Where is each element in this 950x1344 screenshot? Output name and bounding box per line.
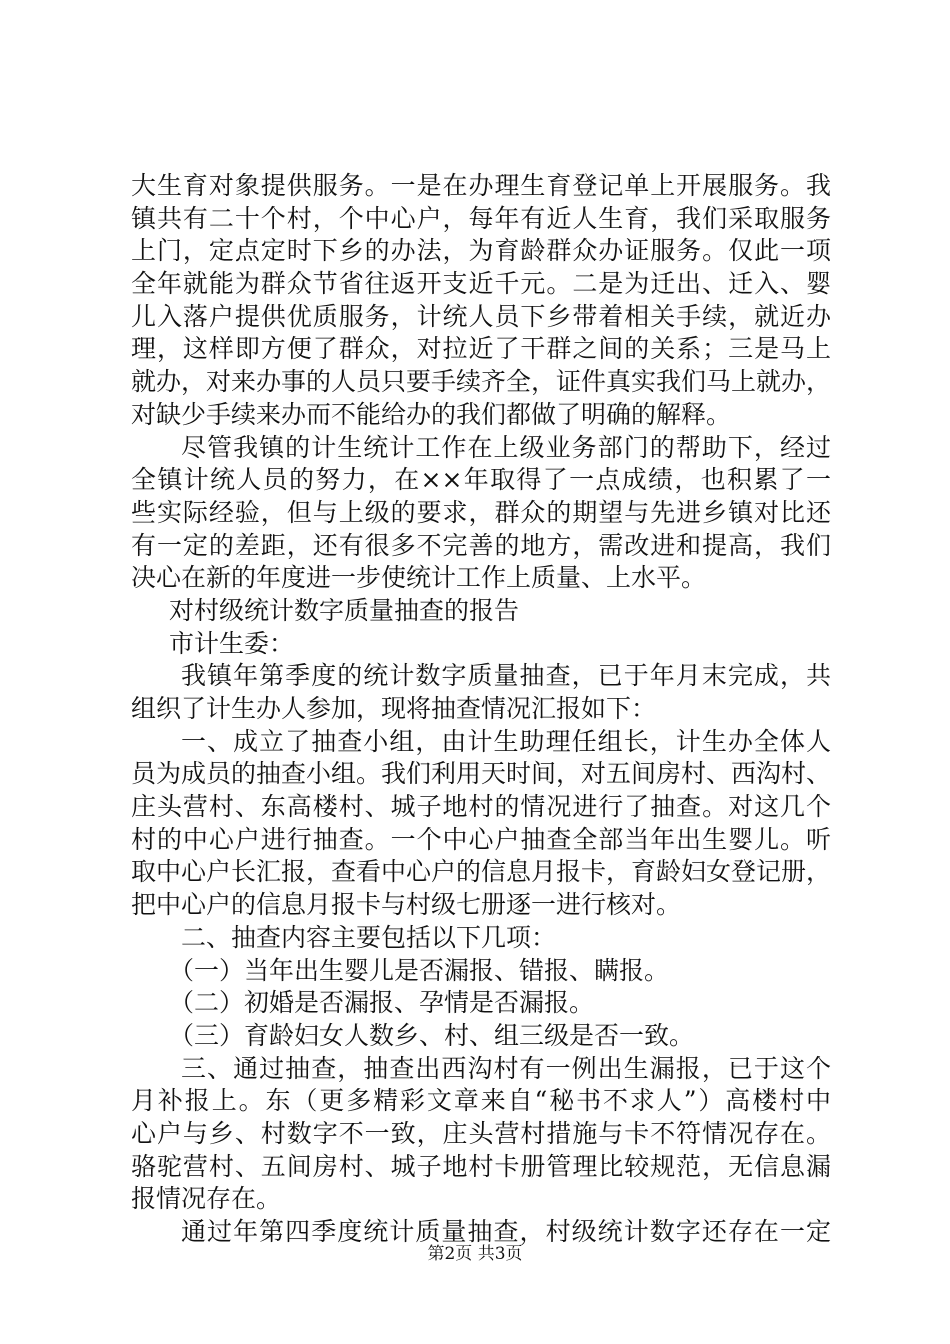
- text-line: 对缺少手续来办而不能给办的我们都做了明确的解释。: [131, 399, 732, 429]
- page-number: 第2页 共3页: [427, 1244, 523, 1264]
- addressee: 市计生委：: [169, 628, 295, 658]
- text-line: 上门，定点定时下乡的办法，为育龄群众办证服务。仅此一项: [131, 236, 831, 266]
- page-footer: [0, 1243, 950, 1265]
- text-line: 村的中心户进行抽查。一个中心户抽查全部当年出生婴儿。听: [131, 824, 831, 854]
- list-item: （一）当年出生婴儿是否漏报、错报、瞒报。: [169, 955, 670, 985]
- text-line: 镇共有二十个村，个中心户，每年有近人生育，我们采取服务: [131, 203, 831, 233]
- text-line: 组织了计生办人参加，现将抽查情况汇报如下：: [131, 694, 657, 723]
- text-line: 通过年第四季度统计质量抽查，村级统计数字还存在一定: [181, 1217, 831, 1246]
- text-line: 一、成立了抽查小组，由计生助理任组长，计生办全体人: [181, 726, 831, 756]
- report-title: 对村级统计数字质量抽查的报告: [169, 595, 520, 625]
- text-line: 心户与乡、村数字不一致，庄头营村措施与卡不符情况存在。: [131, 1118, 831, 1148]
- list-item: （三）育龄妇女人数乡、村、组三级是否一致。: [169, 1020, 695, 1050]
- text-line: 把中心户的信息月报卡与村级七册逐一进行核对。: [131, 890, 682, 920]
- text-line: 决心在新的年度进一步使统计工作上质量、上水平。: [131, 563, 707, 593]
- text-line: 尽管我镇的计生统计工作在上级业务部门的帮助下，经过: [181, 432, 831, 462]
- text-line: 我镇年第季度的统计数字质量抽查，已于年月末完成，共: [181, 661, 831, 691]
- text-line: 庄头营村、东高楼村、城子地村的情况进行了抽查。对这几个: [131, 792, 831, 822]
- text-line: 全镇计统人员的努力，在××年取得了一点成绩，也积累了一: [131, 465, 831, 495]
- text-line: 有一定的差距，还有很多不完善的地方，需改进和提高，我们: [131, 530, 831, 560]
- text-line: 大生育对象提供服务。一是在办理生育登记单上开展服务。我: [131, 171, 831, 200]
- text-line: 些实际经验，但与上级的要求，群众的期望与先进乡镇对比还: [131, 497, 831, 527]
- document-body: [131, 170, 831, 1249]
- text-line: 儿入落户提供优质服务，计统人员下乡带着相关手续，就近办: [131, 301, 831, 331]
- text-line: 就办，对来办事的人员只要手续齐全，证件真实我们马上就办，: [131, 367, 832, 397]
- text-line: 全年就能为群众节省往返开支近千元。二是为迁出、迁入、婴: [131, 269, 831, 299]
- text-line: 骆驼营村、五间房村、城子地村卡册管理比较规范，无信息漏: [131, 1151, 831, 1181]
- text-line: 取中心户长汇报，查看中心户的信息月报卡，育龄妇女登记册，: [131, 857, 832, 887]
- text-line: 三、通过抽查，抽查出西沟村有一例出生漏报，已于这个: [181, 1053, 831, 1083]
- list-item: （二）初婚是否漏报、孕情是否漏报。: [169, 988, 595, 1018]
- text-line: 报情况存在。: [131, 1184, 282, 1214]
- text-line: 员为成员的抽查小组。我们利用天时间，对五间房村、西沟村、: [131, 759, 832, 789]
- text-line: 理，这样即方便了群众，对拉近了干群之间的关系；三是马上: [131, 334, 831, 364]
- text-line: 月补报上。东（更多精彩文章来自“秘书不求人”）高楼村中: [131, 1086, 831, 1116]
- section-heading: 二、抽查内容主要包括以下几项：: [181, 922, 557, 952]
